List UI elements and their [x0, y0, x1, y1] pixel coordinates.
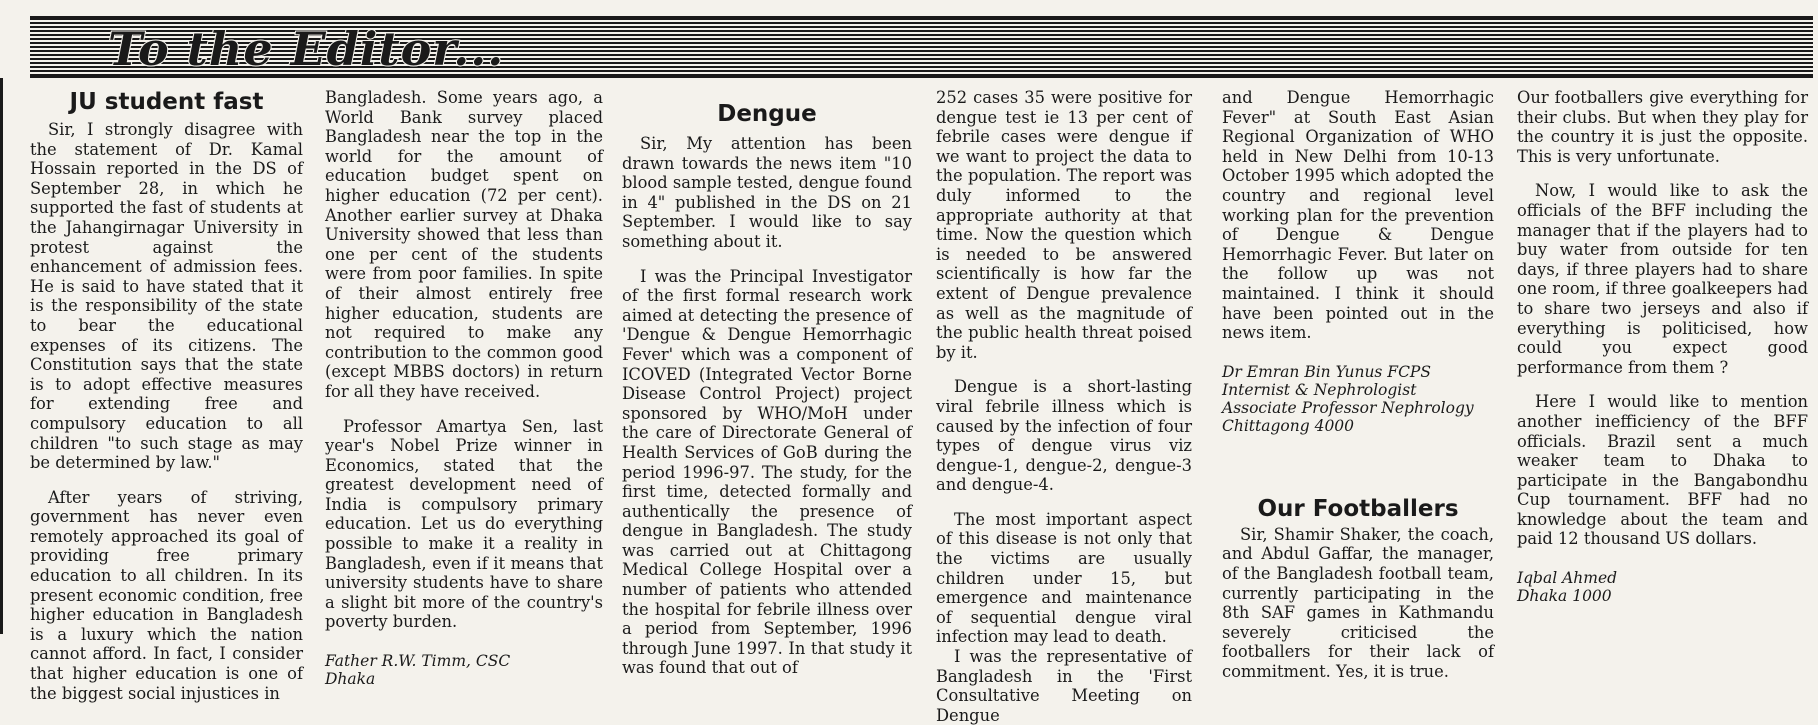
column-2 [325, 88, 603, 688]
signature-name: Dr Emran Bin Yunus FCPS [1222, 362, 1431, 381]
letter-signature [1222, 363, 1494, 435]
headline-dengue: Dengue [717, 101, 817, 127]
letter-signature [325, 652, 603, 688]
section-title: To the Editor... [108, 22, 505, 76]
letter-paragraph: I was the representative of Bangladesh in the 'First Consultative Meeting on Dengue [936, 647, 1192, 725]
letter-paragraph: The most important aspect of this disease is not only that the victims are usually children under 15, but emergence and maintenance of sequential dengue viral infection may lead to death. [936, 509, 1192, 647]
letter-signature [1517, 569, 1808, 605]
letter-paragraph: I was the Principal Investigator of the first formal research work aimed at detecting the presence of 'Dengue & Dengue Hemorrhagic Fever' which was a component of ICOVED (Integrated Vector Borne Disease Control Project) project sponsored by WHO/MoH under the care of Directorate General of Health Services of GoB during the period 1996-97. The study, for the first time, detected formally and authentically the presence of dengue in Bangladesh. The study was carried out at Chittagong Medical College Hospital over a number of patients who attended the hospital for febrile illness over a period from September, 1996 through June 1997. In that study it was found that out of [622, 266, 912, 678]
letter-paragraph: Now, I would like to ask the officials of the BFF including the manager that if the players had to buy water from outside for ten days, if three players had to share one room, if three goalkeepers had to share two jerseys and also if everything is politicised, how could you expect good performance from them ? [1517, 181, 1808, 377]
signature-name: Iqbal Ahmed [1517, 569, 1618, 588]
letter-paragraph: and Dengue Hemorrhagic Fever" at South East Asian Regional Organization of WHO held in New Delhi from 10-13 October 1995 which adopted the country and regional level working plan for the prevention of Dengue & Dengue Hemorrhagic Fever. But later on the follow up was not maintained. I think it should have been pointed out in the news item. [1222, 88, 1494, 343]
editorial-banner [30, 16, 1813, 78]
signature-name: Father R.W. Timm, CSC [325, 652, 511, 671]
letter-paragraph: Bangladesh. Some years ago, a World Bank survey placed Bangladesh near the top in the world for the amount of education budget spent on higher education (72 per cent). Another earlier survey at Dhaka University showed that less than one per cent of the students were from poor families. In spite of their almost entirely free higher education, students are not required to make any contribution to the common good (except MBBS doctors) in return for all they have received. [325, 88, 603, 401]
letter-paragraph: Our footballers give everything for their clubs. But when they play for the country it is just the opposite. This is very unfortunate. [1517, 88, 1808, 166]
letter-paragraph: Sir, Shamir Shaker, the coach, and Abdul Gaffar, the manager, of the Bangladesh football team, currently participating in the 8th SAF games in Kathmandu severely criticised the footballers for their lack of commitment. Yes, it is true. [1222, 524, 1494, 681]
letter-paragraph: Professor Amartya Sen, last year's Nobel Prize winner in Economics, stated that the greatest development need of India is compulsory primary education. Let us do everything possible to make it a reality in Bangladesh, even if it means that university students have to share a slight bit more of the country's poverty burden. [325, 416, 603, 632]
letter-paragraph: Dengue is a short-lasting viral febrile illness which is caused by the infection of four types of dengue virus viz dengue-1, dengue-2, dengue-3 and dengue-4. [936, 377, 1192, 495]
letter-paragraph: Sir, I strongly disagree with the statement of Dr. Kamal Hossain reported in the DS of September 28, in which he supported the fast of students at the Jahangirnagar University in protest against the enhancement of admission fees. He is said to have stated that it is the responsibility of the state to bear the educational expenses of its citizens. The Constitution says that the state is to adopt effective measures for extending free and compulsory education to all children "to such stage as may be determined by law." [30, 120, 303, 473]
signature-title: Internist & Nephrologist [1222, 380, 1417, 399]
headline-ju-student-fast: JU student fast [69, 89, 264, 115]
column-6 [1517, 88, 1808, 605]
column-4 [936, 88, 1192, 725]
letter-paragraph: Here I would like to mention another inefficiency of the BFF officials. Brazil sent a much weaker team to Dhaka to participate in the Bangabondhu Cup tournament. BFF had no knowledge about the team and paid 12 thousand US dollars. [1517, 392, 1808, 549]
letter-paragraph: Sir, My attention has been drawn towards the news item "10 blood sample tested, dengue found in 4" published in the DS on 21 September. I would like to say something about it. [622, 134, 912, 251]
signature-place: Dhaka [325, 670, 376, 689]
letter-paragraph: After years of striving, government has never even remotely approached its goal of providing free primary education to all children. In its present economic condition, free higher education in Bangladesh is a luxury which the nation cannot afford. In fact, I consider that higher education is one of the biggest social injustices in [30, 487, 303, 703]
signature-place: Chittagong 4000 [1222, 416, 1355, 435]
signature-place: Dhaka 1000 [1517, 587, 1612, 606]
column-5 [1222, 88, 1494, 681]
column-1 [30, 88, 303, 703]
letter-paragraph: 252 cases 35 were positive for dengue test ie 13 per cent of febrile cases were dengue if we want to project the data to the population. The report was duly informed to the appropriate authority at that time. Now the question which is needed to be answered scientifically is how far the extent of Dengue prevalence as well as the magnitude of the public health threat poised by it. [936, 88, 1192, 362]
headline-our-footballers: Our Footballers [1257, 495, 1459, 522]
column-3 [622, 100, 912, 678]
column-rule [0, 78, 3, 634]
signature-title: Associate Professor Nephrology [1222, 398, 1474, 417]
